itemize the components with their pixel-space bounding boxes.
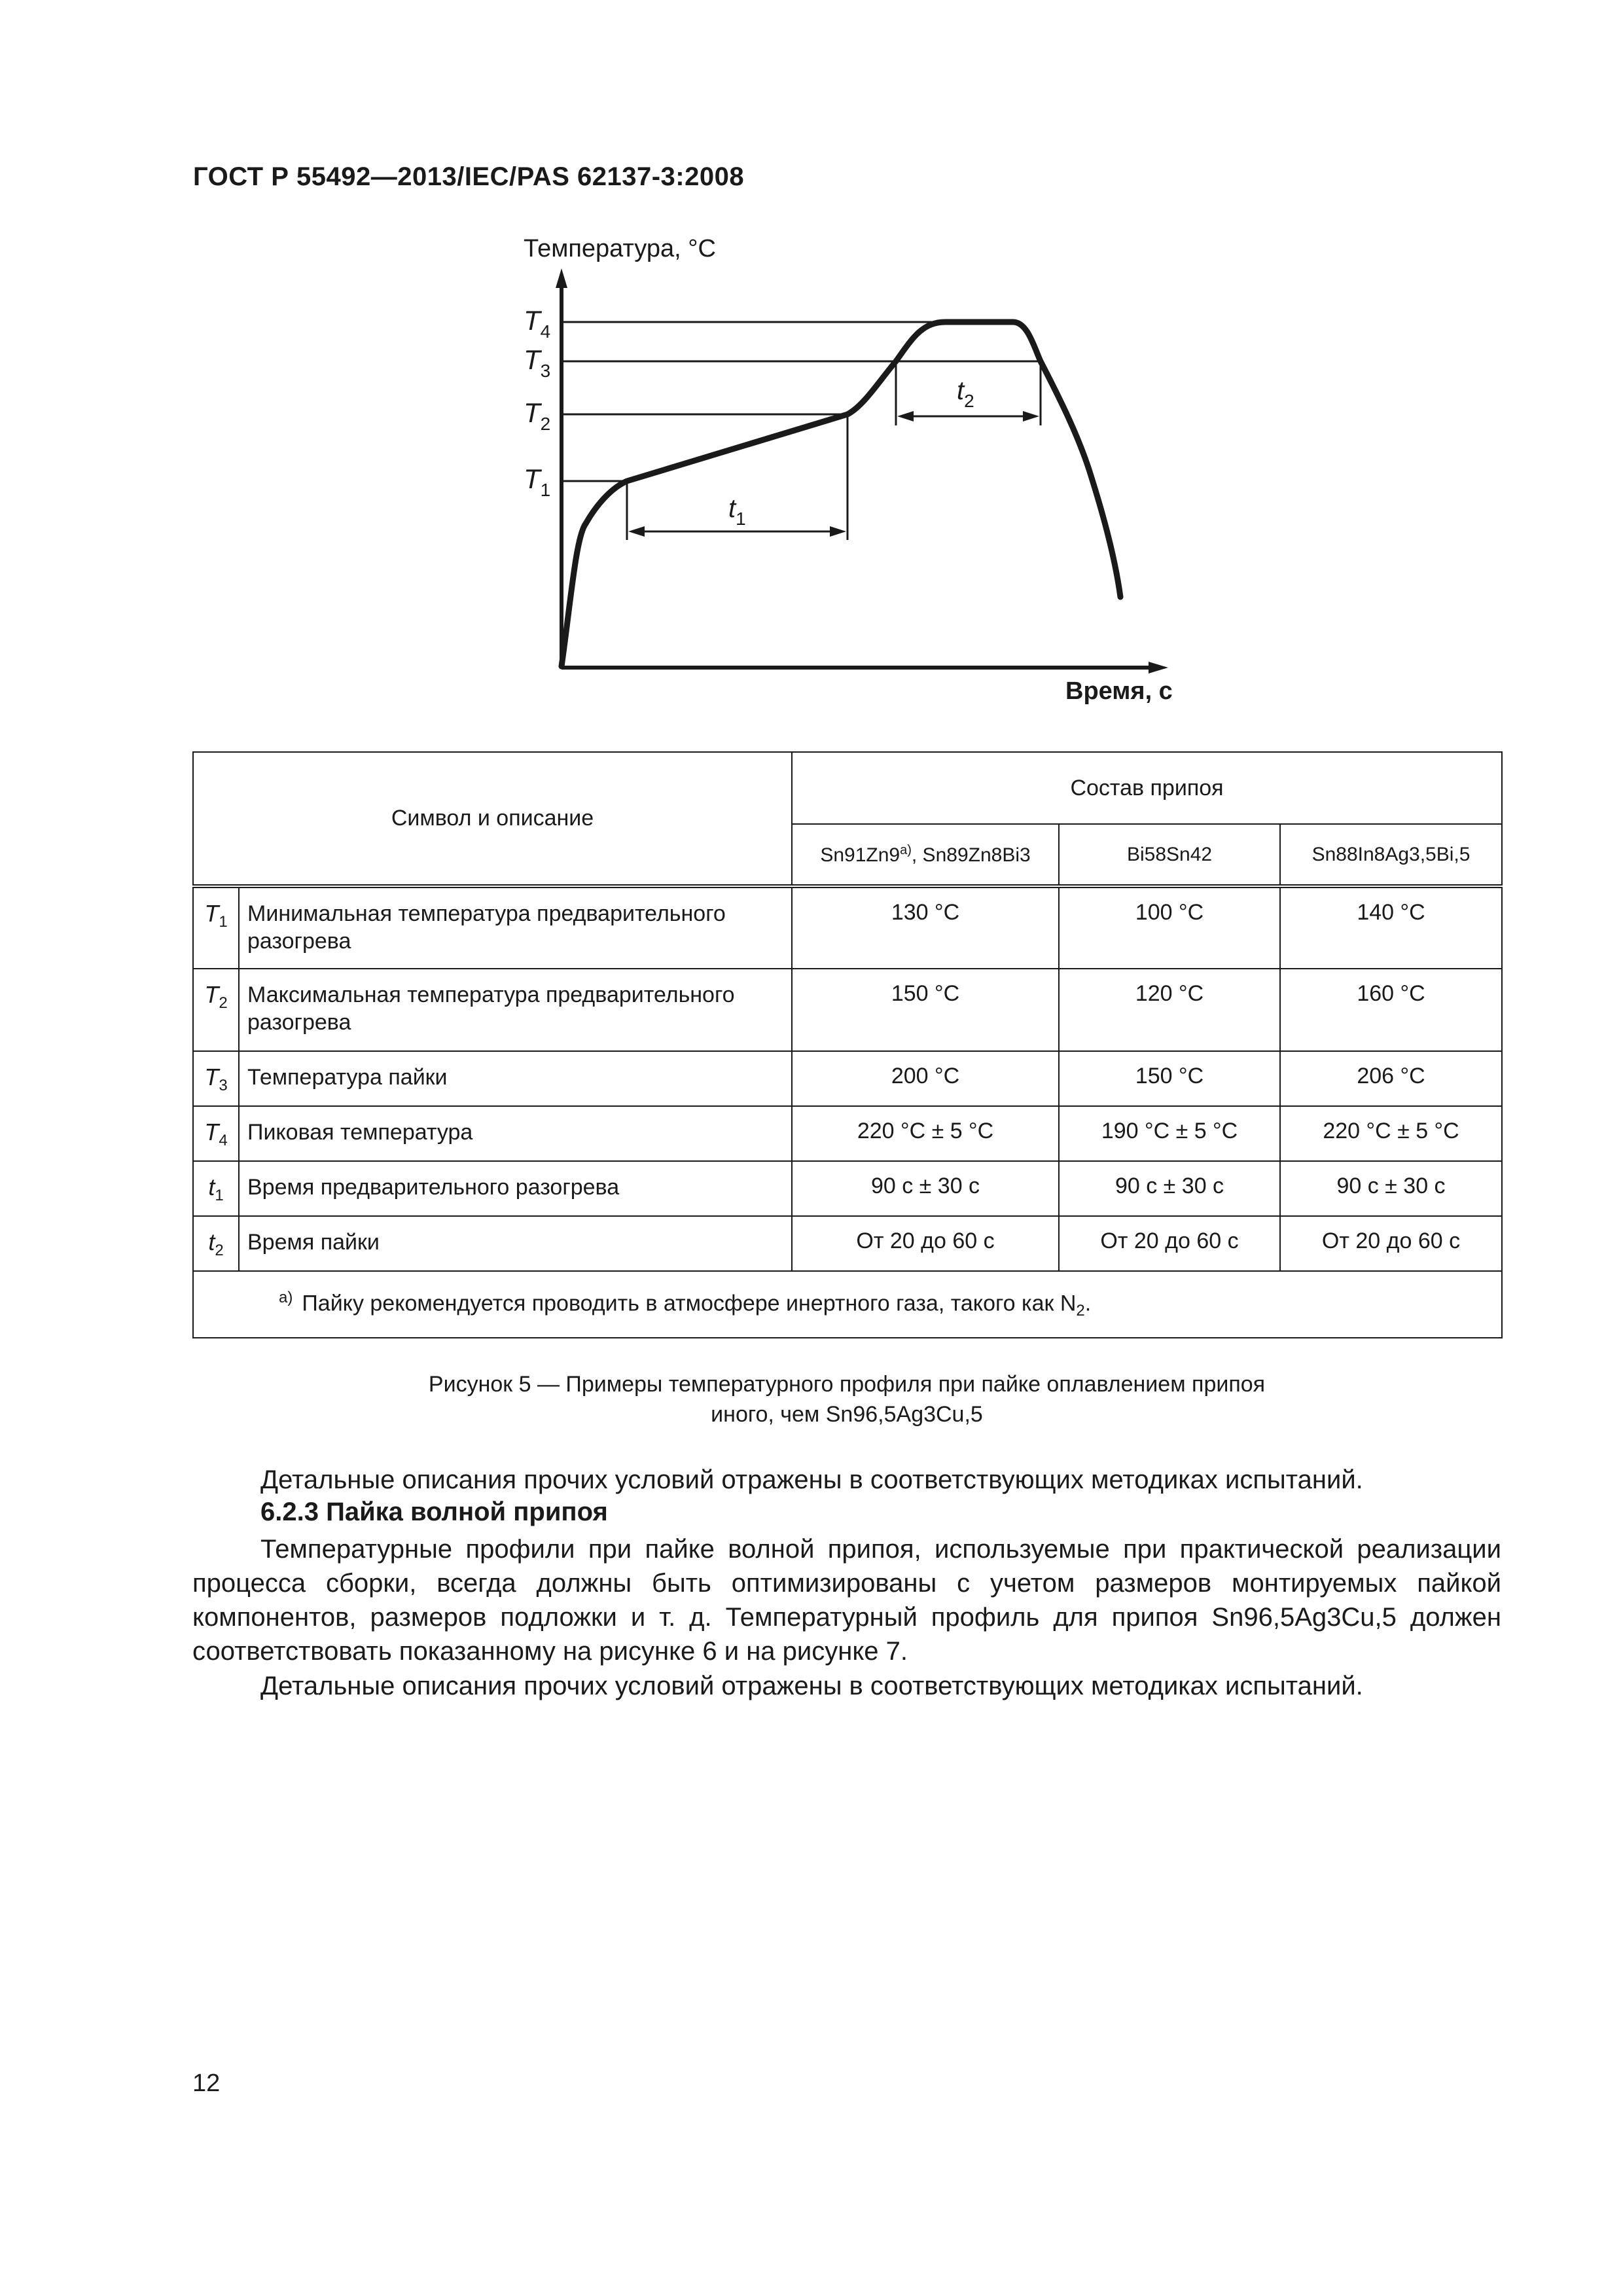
x-axis-arrow: [1149, 662, 1168, 673]
paragraph: Детальные описания прочих условий отражены в соответствующих методиках испытаний.: [260, 1672, 1363, 1700]
solder-composition-header: Состав припоя: [792, 752, 1502, 824]
table-row: $T_3$ Температура пайки 200 °С 150 °С 206 °С: [193, 1051, 1502, 1106]
table-footnote: $^{а)}$ Пайку рекомендуется проводить в атмосфере инертного газа, такого как $N_2$.: [193, 1271, 1502, 1338]
solder-parameters-table: [192, 751, 1503, 1338]
figure-caption: Рисунок 5 — Примеры температурного профиля при пайке оплавлением припоя иного, чем Sn96,5Ag3Cu,5: [428, 1372, 1266, 1427]
page-number: 12: [192, 2070, 221, 2097]
table-row: $T_1$ Минимальная температура предварительного разогрева 130 °С 100 °С 140 °С: [193, 886, 1502, 969]
alloy-header-2: Bi58Sn42: [1059, 824, 1280, 886]
document-header: ГОСТ Р 55492—2013/IEC/PAS 62137-3:2008: [193, 162, 745, 191]
table-row: $t_1$ Время предварительного разогрева 90 с ± 30 с 90 с ± 30 с 90 с ± 30 с: [193, 1161, 1502, 1216]
t1-duration-label: $t_1$: [728, 494, 746, 529]
paragraph: Температурные профили при пайке волной припоя, используемые при практической реализации процесса сборки, всегда должны быть оптимизированы с учетом размеров монтируемых пайкой компонентов, размеров подложки и т. д. Температурный профиль для припоя Sn96,5Ag3Cu,5 должен соответствовать показанному на рисунке 6 и на рисунке 7.: [192, 1535, 1501, 1666]
t2-label: $T_2$: [524, 397, 551, 434]
alloy-header-3: Sn88In8Ag3,5Bi,5: [1280, 824, 1502, 886]
table-row: $T_4$ Пиковая температура 220 °С ± 5 °С 190 °С ± 5 °С 220 °С ± 5 °С: [193, 1106, 1502, 1161]
symbol-description-header: Символ и описание: [193, 752, 792, 886]
t1-label: $T_1$: [524, 463, 551, 500]
t3-label: $T_3$: [524, 344, 551, 381]
table-row: $T_2$ Максимальная температура предварительного разогрева 150 °С 120 °С 160 °С: [193, 969, 1502, 1051]
y-axis-arrow: [556, 268, 567, 288]
t2-duration-label: $t_2$: [957, 376, 974, 411]
alloy-header-1: $Sn91Zn9^{а)}$, Sn89Zn8Bi3: [792, 824, 1059, 886]
y-axis-label: Температура, °С: [524, 235, 716, 262]
temperature-profile-figure: [510, 223, 1204, 720]
x-axis-label: Время, с: [1065, 677, 1173, 705]
paragraph: Детальные описания прочих условий отражены в соответствующих методиках испытаний.: [260, 1465, 1363, 1494]
section-title: 6.2.3 Пайка волной припоя: [260, 1498, 608, 1526]
t4-label: $T_4$: [524, 305, 551, 342]
temperature-profile-curve: [562, 322, 1120, 666]
table-row: $t_2$ Время пайки От 20 до 60 с От 20 до 60 с От 20 до 60 с: [193, 1216, 1502, 1271]
